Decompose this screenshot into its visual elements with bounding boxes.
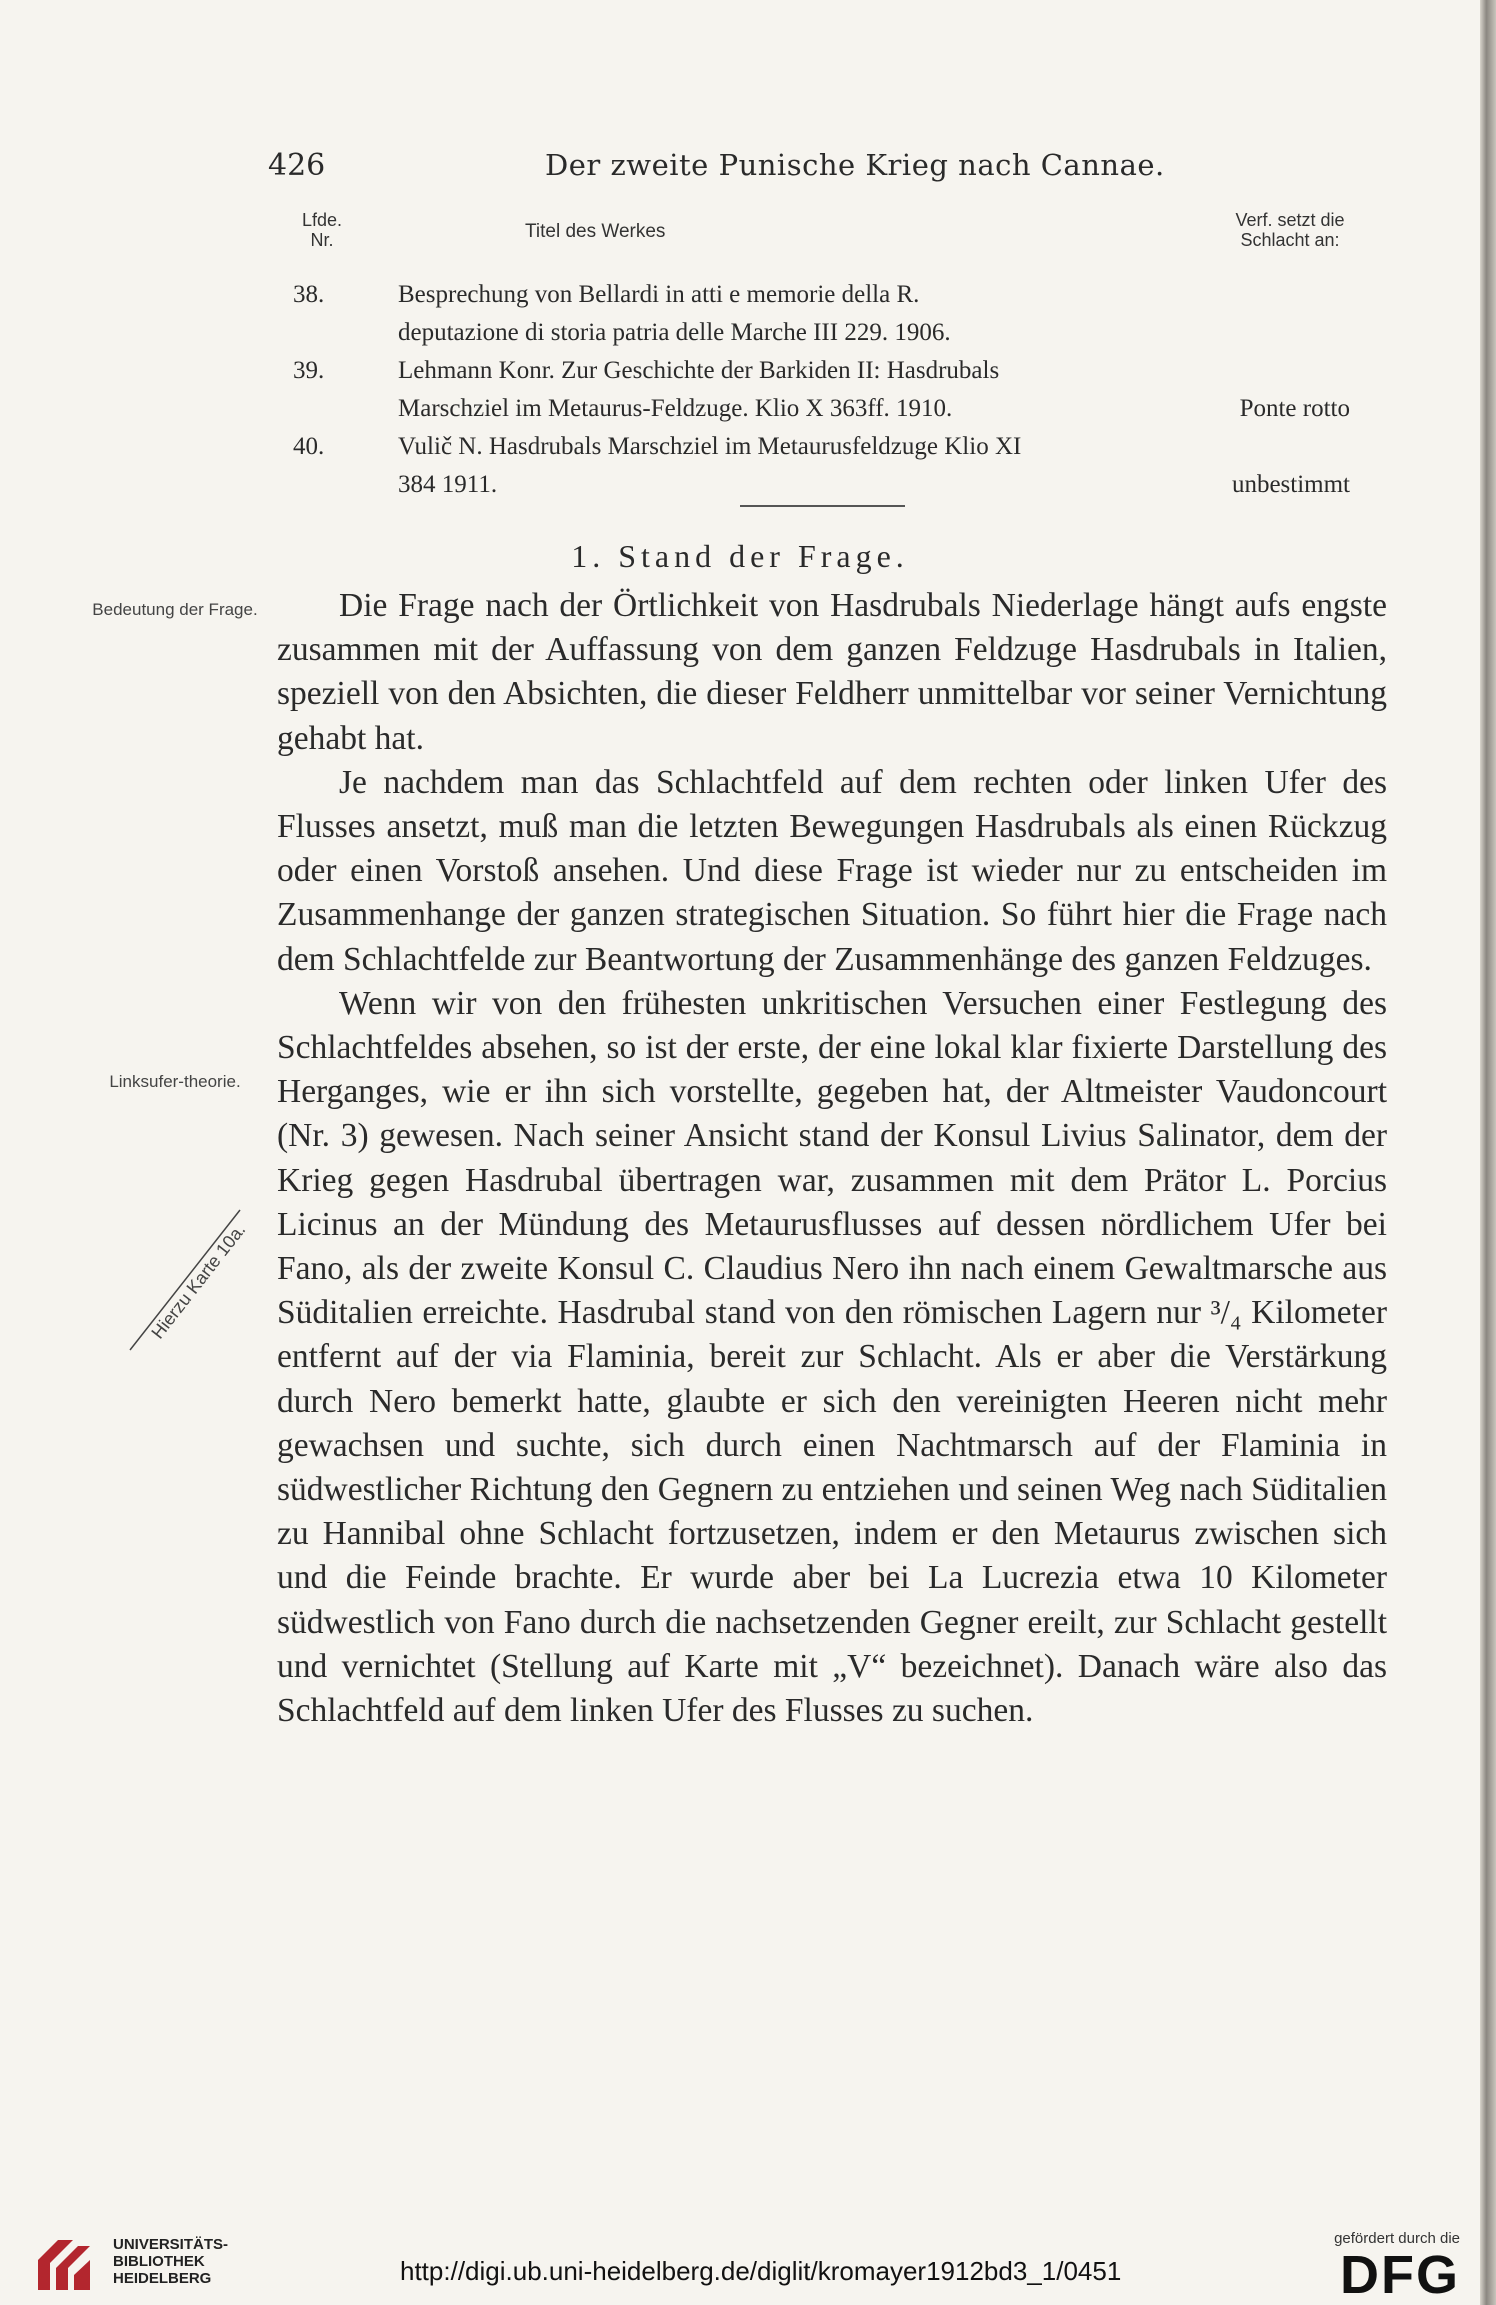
library-logo-icon <box>28 2230 98 2300</box>
row-verdict: unbestimmt <box>1231 471 1350 498</box>
paragraph: Wenn wir von den frühesten unkritischen Versuchen einer Festlegung des Schlachtfeldes absehen, so ist der erste, der eine lokal klar fixierte Darstellung des Herganges, wie er ihn sich vorstellte, gegeben hat, der Altmeister Vaudoncourt (Nr. 3) gewesen. Nach seiner Ansicht stand der Konsul Livius Salinator, dem der Krieg gegen Hasdrubal übertragen war, zusammen mit dem Prätor L. Porcius Licinus an der Mündung des Metaurusflusses auf dessen nördlichem Ufer bei Fano, als der zweite Konsul C. Claudius Nero ihn nach einem Gewaltmarsche aus Süditalien erreichte. Hasdrubal stand von den römischen Lagern nur ³/₄ Kilometer entfernt auf der via Flaminia, bereit zur Schlacht. Als er aber die Verstärkung durch Nero bemerkt hatte, glaubte er sich den vereinigten Heeren nicht mehr gewachsen und suchte, sich durch einen Nachtmarsch auf der Flaminia in südwestlicher Richtung den Gegnern zu entziehen und seinen Weg nach Süditalien zu Hannibal ohne Schlacht fortzusetzen, indem er den Metaurus zwischen sich und die Feinde brachte. Er wurde aber bei La Lucrezia etwa 10 Kilometer südwestlich von Fano durch die nachsetzenden Gegner ereilt, zur Schlacht gestellt und vernichtet (Stellung auf Karte mit „V“ bezeichnet). Danach wäre also das Schlachtfeld auf dem linken Ufer des Flusses zu suchen. <box>277 984 1387 1730</box>
row-title: Besprechung von Bellardi in atti e memorie della R. deputazione di storia patria delle Marche III 229. 1906. <box>398 281 951 346</box>
page-number: 426 <box>268 148 326 183</box>
row-number: 39. <box>293 357 325 384</box>
table-row <box>270 428 1360 504</box>
column-header-nr: Lfde. Nr. <box>301 210 343 250</box>
row-title: Lehmann Konr. Zur Geschichte der Barkiden II: Hasdrubals Marschziel im Metaurus-Feldzuge. Klio X 363ff. 1910. <box>398 357 1000 422</box>
margin-note-bedeutung: Bedeutung der Frage. <box>92 600 258 619</box>
margin-note-linksufer: Linksufer-theorie. <box>109 1072 241 1091</box>
page-footer <box>0 2230 1480 2305</box>
library-logo[interactable] <box>28 2230 258 2300</box>
table-row <box>270 352 1360 428</box>
paragraph: Die Frage nach der Örtlichkeit von Hasdrubals Niederlage hängt aufs engste zusammen mit der Auffassung von dem ganzen Feldzuge Hasdrubals in Italien, speziell von den Absichten, die dieser Feldherr unmittelbar vor seiner Vernichtung gehabt hat. <box>277 587 1387 757</box>
row-title: Vulič N. Hasdrubals Marschziel im Metaurusfeldzuge Klio XI 384 1911. <box>398 433 1022 498</box>
map-reference-text: Hierzu Karte 10a. <box>147 1219 250 1343</box>
row-number: 40. <box>293 433 325 460</box>
column-header-title: Titel des Werkes <box>525 221 666 242</box>
dfg-badge[interactable] <box>1290 2230 1460 2303</box>
dfg-caption: gefördert durch die <box>1334 2230 1460 2247</box>
running-title: Der zweite Punische Krieg nach Cannae. <box>545 148 1165 182</box>
page-header <box>0 148 1480 198</box>
row-verdict: Ponte rotto <box>1239 395 1350 422</box>
body-text <box>277 584 1387 1733</box>
section-divider <box>740 505 905 507</box>
section-heading: 1. Stand der Frage. <box>571 538 909 574</box>
page-edge <box>1480 0 1496 2305</box>
map-reference-stamp <box>120 1200 270 1360</box>
library-name: UNIVERSITÄTS- BIBLIOTHEK HEIDELBERG <box>113 2236 229 2287</box>
row-number: 38. <box>293 281 325 308</box>
dfg-logo: DFG <box>1340 2245 1460 2305</box>
column-header-verdict: Verf. setzt die Schlacht an: <box>1235 210 1345 250</box>
paragraph: Je nachdem man das Schlachtfeld auf dem rechten oder linken Ufer des Flusses ansetzt, muß man die letzten Bewegungen Hasdrubals als einen Rückzug oder einen Vorstoß ansehen. Und diese Frage ist wieder nur zu entscheiden im Zusammenhange der ganzen strategischen Situation. So führt hier die Frage nach dem Schlachtfelde zur Beantwortung der Zusammenhänge des ganzen Feldzuges. <box>277 763 1387 978</box>
source-url-link[interactable]: http://digi.ub.uni-heidelberg.de/diglit/kromayer1912bd3_1/0451 <box>400 2256 1122 2286</box>
